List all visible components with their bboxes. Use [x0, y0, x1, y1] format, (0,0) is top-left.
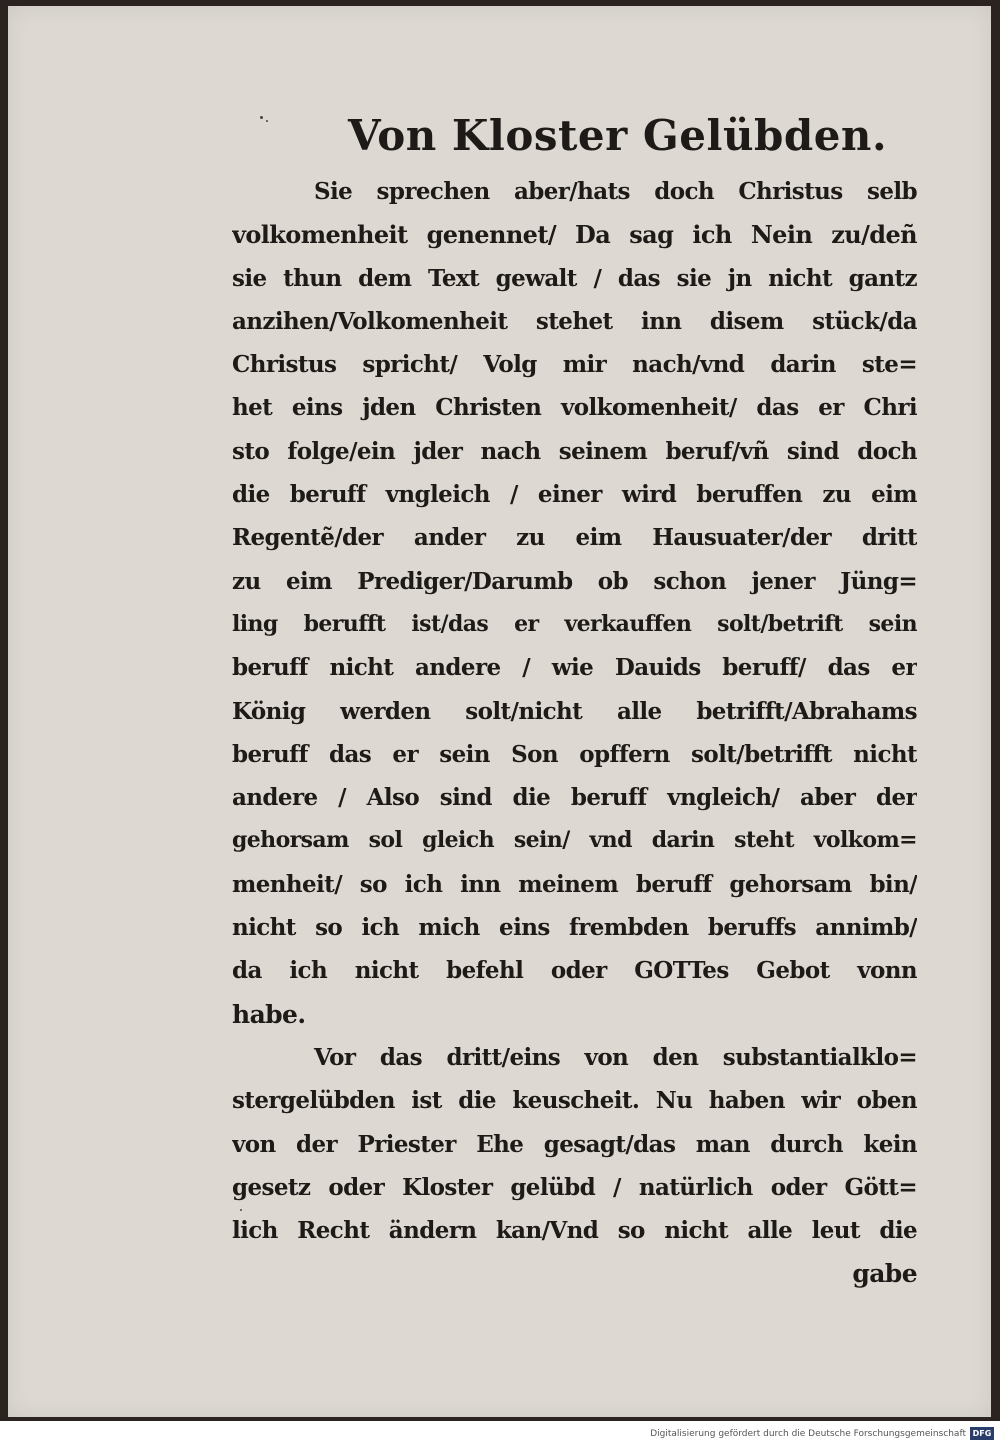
text-line: lich Recht ändern kan/Vnd so nicht alle leut die: [232, 1217, 917, 1245]
text-line: von der Priester Ehe gesagt/das man durch kein: [232, 1130, 917, 1158]
text-line: ling berufft ist/das er verkauffen solt/betrift sein: [232, 610, 917, 637]
text-line: die beruff vngleich / einer wird beruffen zu eim: [232, 481, 917, 509]
text-line: da ich nicht befehl oder GOTTes Gebot vonn: [232, 957, 917, 985]
text-line: habe.: [232, 999, 306, 1029]
text-line: Sie sprechen aber/hats doch Christus selb: [314, 178, 917, 205]
text-line: Christus spricht/ Volg mir nach/vnd darin ste=: [232, 351, 917, 379]
text-line: König werden solt/nicht alle betrifft/Abrahams: [232, 697, 917, 725]
text-line: Vor das dritt/eins von den substantialklo=: [314, 1043, 917, 1071]
catchword: gabe: [852, 1259, 917, 1289]
dfg-logo: DFG: [970, 1427, 994, 1440]
text-line: andere / Also sind die beruff vngleich/ aber der: [232, 784, 917, 812]
footer-bar: [0, 1421, 1000, 1446]
text-line: zu eim Prediger/Darumb ob schon jener Jüng=: [232, 567, 917, 595]
text-line: menheit/ so ich inn meinem beruff gehorsam bin/: [232, 870, 917, 898]
text-line: sto folge/ein jder nach seinem beruf/vñ sind doch: [232, 437, 917, 465]
text-line: stergelübden ist die keuscheit. Nu haben wir oben: [232, 1087, 917, 1115]
ink-speck: [260, 116, 263, 119]
text-line: nicht so ich mich eins frembden beruffs annimb/: [232, 914, 917, 942]
funding-credit: Digitalisierung gefördert durch die Deutsche Forschungsgemeinschaft: [650, 1429, 966, 1439]
text-line: gehorsam sol gleich sein/ vnd darin steht volkom=: [232, 827, 917, 854]
text-line: het eins jden Christen volkomenheit/ das er Chri: [232, 394, 917, 422]
text-line: beruff das er sein Son opffern solt/betrifft nicht: [232, 740, 917, 768]
text-line: volkomenheit genennet/ Da sag ich Nein zu/deñ: [232, 220, 917, 250]
text-line: sie thun dem Text gewalt / das sie jn nicht gantz: [232, 264, 917, 292]
page-heading: Von Kloster Gelübden.: [348, 111, 888, 160]
text-line: anzihen/Volkomenheit stehet inn disem stück/da: [232, 307, 917, 335]
body-text: [232, 170, 917, 1296]
text-line: beruff nicht andere / wie Dauids beruff/ das er: [232, 654, 917, 682]
text-line: Regentẽ/der ander zu eim Hausuater/der dritt: [232, 524, 917, 552]
text-line: gesetz oder Kloster gelübd / natürlich oder Gött=: [232, 1173, 917, 1201]
ink-speck: [266, 120, 268, 122]
